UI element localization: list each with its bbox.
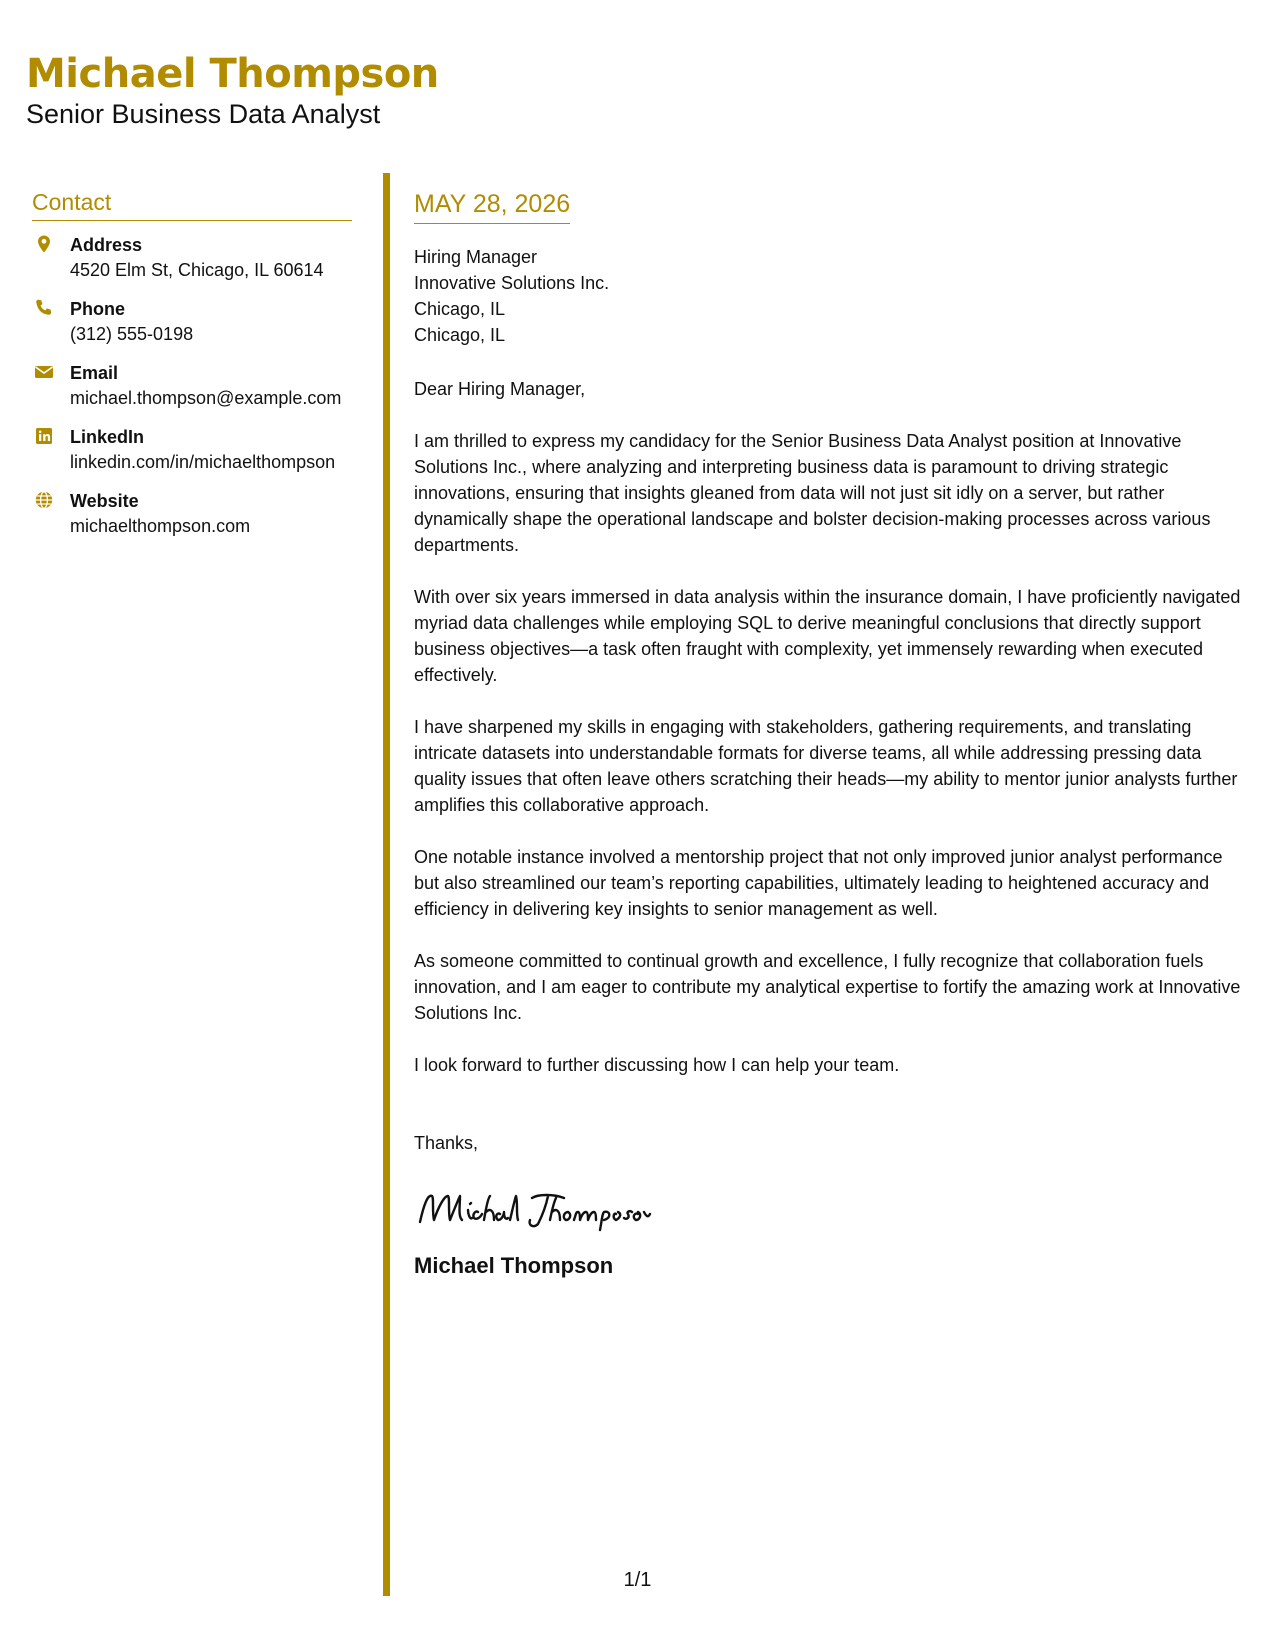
- paragraph: I am thrilled to express my candidacy for the Senior Business Data Analyst position at Innovative Solutions Inc., where analyzing and interpreting business data is paramount to driving strategic innovations, ensuring that insights gleaned from data will not just sit idly on a server, but rather dynamically shape the operational landscape and bolster decision-making processes across various departments.: [414, 431, 1211, 555]
- paragraph: One notable instance involved a mentorship project that not only improved junior analyst performance but also streamlined our team’s reporting capabilities, ultimately leading to heightened accuracy and efficiency in delivering key insights to senior management as well.: [414, 847, 1223, 919]
- contact-item-website: [32, 489, 352, 539]
- page-number-text: 1/1: [623, 1569, 652, 1591]
- letter-body: [414, 188, 1250, 1280]
- signature-image: [414, 1184, 674, 1234]
- contact-item-phone: [32, 297, 352, 347]
- contact-value: michael.thompson@example.com: [70, 388, 342, 408]
- linkedin-icon: [34, 426, 54, 446]
- contact-item-address: [32, 233, 352, 283]
- signed-name: Michael Thompson: [414, 1253, 614, 1278]
- applicant-name: Michael Thompson: [26, 51, 439, 97]
- closing: Thanks,: [414, 1133, 479, 1153]
- contact-value: 4520 Elm St, Chicago, IL 60614: [70, 260, 324, 280]
- map-pin-icon: [34, 234, 54, 254]
- letter-date: MAY 28, 2026: [414, 190, 571, 218]
- salutation: Dear Hiring Manager,: [414, 379, 586, 399]
- contact-label: Website: [70, 491, 139, 511]
- contact-item-linkedin: [32, 425, 352, 475]
- paragraph: I look forward to further discussing how I can help your team.: [414, 1055, 900, 1075]
- page-number: [0, 1568, 1275, 1592]
- recipient-line: Chicago, IL: [414, 325, 506, 345]
- recipient-line: Hiring Manager: [414, 247, 538, 267]
- signature: [414, 1184, 1250, 1234]
- contact-value: linkedin.com/in/michaelthompson: [70, 452, 336, 472]
- contact-item-email: [32, 361, 352, 411]
- envelope-icon: [34, 362, 54, 382]
- vertical-divider: [383, 173, 390, 1596]
- contact-label: Phone: [70, 299, 126, 319]
- paragraph: I have sharpened my skills in engaging with stakeholders, gathering requirements, and translating intricate datasets into understandable formats for diverse teams, all while addressing pressing data quality issues that often leave others scratching their heads—my ability to mentor junior analysts further amplifies this collaborative approach.: [414, 717, 1238, 815]
- paragraph: As someone committed to continual growth and excellence, I fully recognize that collaboration fuels innovation, and I am eager to contribute my analytical expertise to fortify the amazing work at Innovative Solutions Inc.: [414, 951, 1241, 1023]
- date-block: [414, 188, 570, 224]
- recipient-line: Innovative Solutions Inc.: [414, 273, 610, 293]
- contact-label: Email: [70, 363, 119, 383]
- recipient-line: Chicago, IL: [414, 299, 506, 319]
- recipient-block: [414, 244, 1250, 348]
- contact-sidebar: [32, 188, 352, 553]
- contact-heading: Contact: [32, 188, 352, 221]
- paragraph: With over six years immersed in data analysis within the insurance domain, I have proficiently navigated myriad data challenges while employing SQL to derive meaningful conclusions that directly support business objectives—a task often fraught with complexity, yet immensely rewarding when executed effectively.: [414, 587, 1241, 685]
- globe-icon: [34, 490, 54, 510]
- contact-label: LinkedIn: [70, 427, 145, 447]
- applicant-title: Senior Business Data Analyst: [26, 99, 381, 129]
- contact-value: michaelthompson.com: [70, 516, 251, 536]
- phone-icon: [34, 298, 54, 318]
- contact-label: Address: [70, 235, 143, 255]
- header: [26, 50, 439, 130]
- contact-value: (312) 555-0198: [70, 324, 194, 344]
